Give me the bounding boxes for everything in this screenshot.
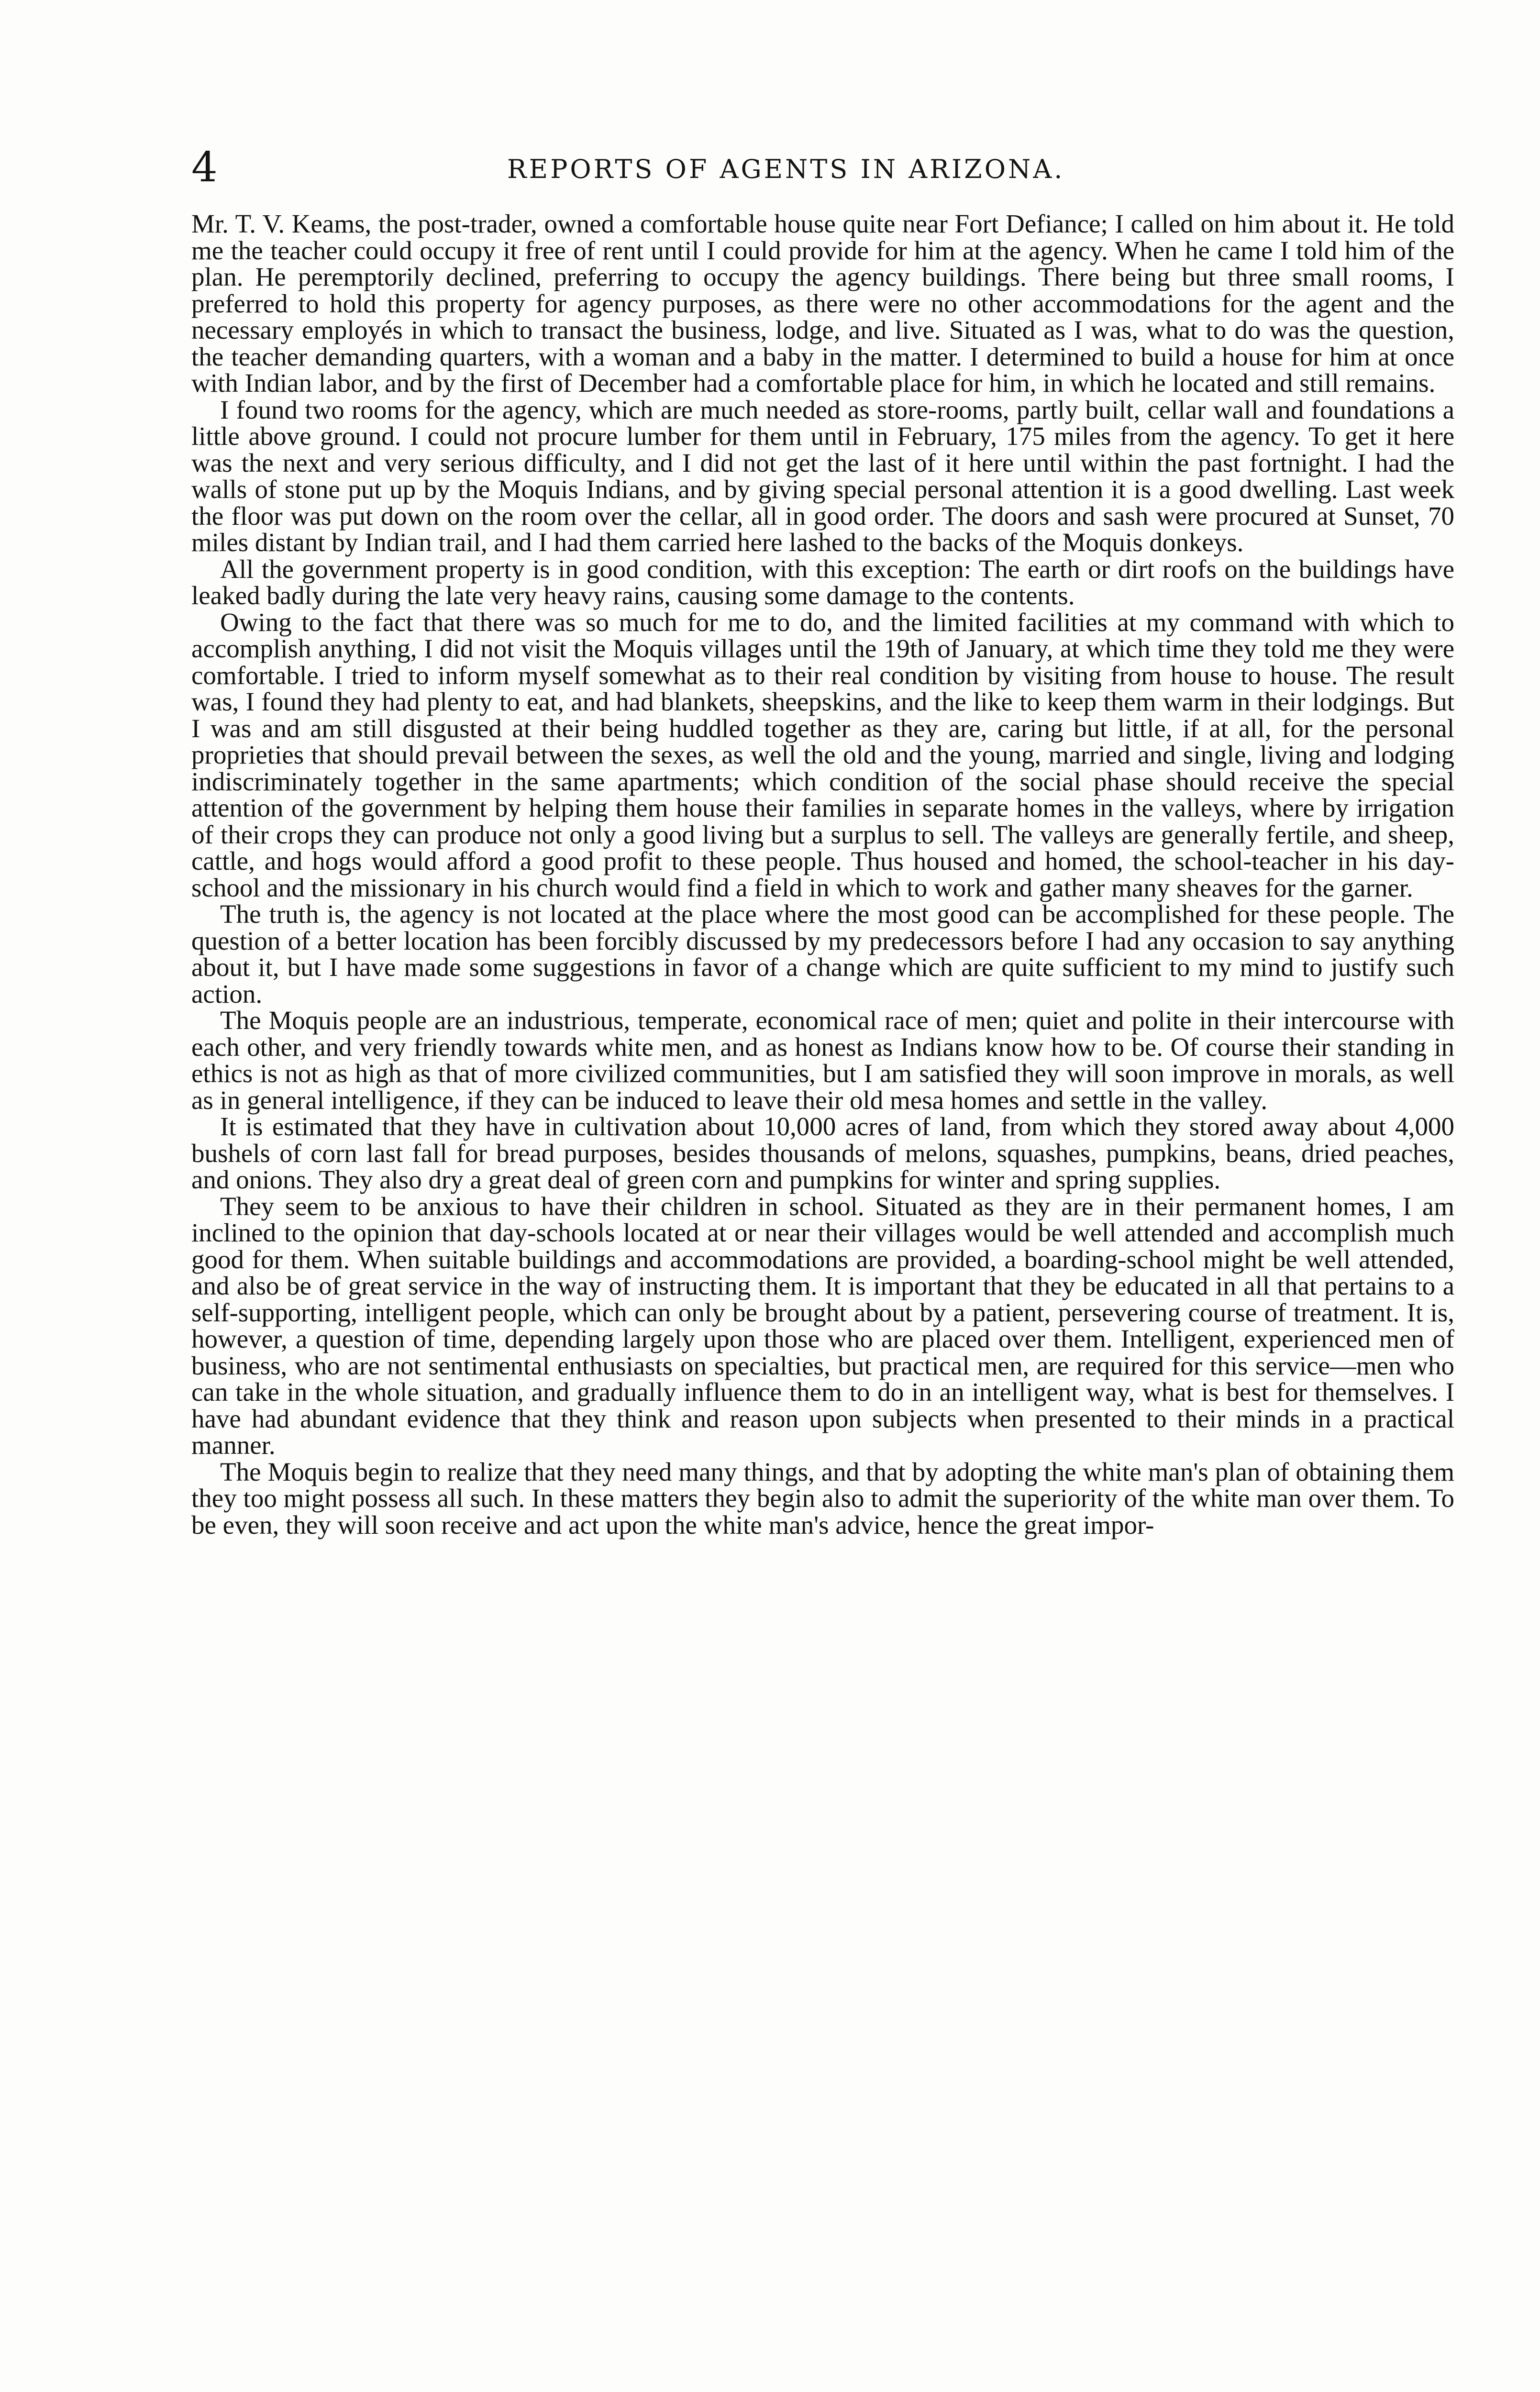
- paragraph: They seem to be anxious to have their children in school. Situated as they are in their permanent homes, I am inclined to the opinion that day-schools located at or near their villages would be well attended and accomplish much good for them. When suitable buildings and accommodations are provided, a boarding-school might be well attended, and also be of great service in the way of instructing them. It is important that they be educated in all that pertains to a self-supporting, intelligent people, which can only be brought about by a patient, persevering course of treatment. It is, however, a question of time, depending largely upon those who are placed over them. Intelligent, experienced men of business, who are not sentimental enthusiasts on specialties, but practical men, are required for this service—men who can take in the whole situation, and gradually influence them to do in an intelligent way, what is best for themselves. I have had abundant evidence that they think and reason upon subjects when presented to their minds in a practical manner.: [191, 1191, 1454, 1460]
- paragraph: Owing to the fact that there was so much for me to do, and the limited facilities at my command with which to accomplish anything, I did not visit the Moquis villages until the 19th of January, at which time they told me they were comfortable. I tried to inform myself somewhat as to their real condition by visiting from house to house. The result was, I found they had plenty to eat, and had blankets, sheepskins, and the like to keep them warm in their lodgings. But I was and am still disgusted at their being huddled together as they are, caring but little, if at all, for the personal proprieties that should prevail between the sexes, as well the old and the young, married and single, living and lodging indiscriminately together in the same apartments; which condition of the social phase should receive the special attention of the government by helping them house their families in separate homes in the valleys, where by irrigation of their crops they can produce not only a good living but a surplus to sell. The valleys are generally fertile, and sheep, cattle, and hogs would afford a good profit to these people. Thus housed and homed, the school-teacher in his day-school and the missionary in his church would find a field in which to work and gather many sheaves for the garner.: [191, 607, 1454, 902]
- paragraph: Mr. T. V. Keams, the post-trader, owned a comfortable house quite near Fort Defiance; I called on him about it. He told me the teacher could occupy it free of rent until I could provide for him at the agency. When he came I told him of the plan. He peremptorily declined, preferring to occupy the agency buildings. There being but three small rooms, I preferred to hold this property for agency purposes, as there were no other accommodations for the agent and the necessary employés in which to transact the business, lodge, and live. Situated as I was, what to do was the question, the teacher demanding quarters, with a woman and a baby in the matter. I determined to build a house for him at once with Indian labor, and by the first of December had a comfortable place for him, in which he located and still remains.: [191, 209, 1454, 398]
- paragraph: The Moquis people are an industrious, temperate, economical race of men; quiet and polite in their intercourse with each other, and very friendly towards white men, and as honest as Indians know how to be. Of course their standing in ethics is not as high as that of more civilized communities, but I am satisfied they will soon improve in morals, as well as in general intelligence, if they can be induced to leave their old mesa homes and settle in the valley.: [191, 1006, 1454, 1115]
- running-head: REPORTS OF AGENTS IN ARIZONA.: [507, 154, 1065, 184]
- paragraph: I found two rooms for the agency, which are much needed as store-rooms, partly built, cellar wall and foundations a little above ground. I could not procure lumber for them until in February, 175 miles from the agency. To get it here was the next and very serious difficulty, and I did not get the last of it here until within the past fortnight. I had the walls of stone put up by the Moquis Indians, and by giving special personal attention it is a good dwelling. Last week the floor was put down on the room over the cellar, all in good order. The doors and sash were procured at Sunset, 70 miles distant by Indian trail, and I had them carried here lashed to the backs of the Moquis donkeys.: [191, 395, 1454, 557]
- page-header: [191, 144, 1459, 201]
- paragraph: The truth is, the agency is not located at the place where the most good can be accomplished for these people. The question of a better location has been forcibly discussed by my predecessors before I had any occasion to say anything about it, but I have made some suggestions in favor of a change which are quite sufficient to my mind to justify such action.: [191, 899, 1454, 1008]
- paragraph: The Moquis begin to realize that they need many things, and that by adopting the white man's plan of obtaining them they too might possess all such. In these matters they begin also to admit the superiority of the white man over them. To be even, they will soon receive and act upon the white man's advice, hence the great impor-: [191, 1457, 1454, 1539]
- paragraph: It is estimated that they have in cultivation about 10,000 acres of land, from which they stored away about 4,000 bushels of corn last fall for bread purposes, besides thousands of melons, squashes, pumpkins, beans, dried peaches, and onions. They also dry a great deal of green corn and pumpkins for winter and spring supplies.: [191, 1112, 1454, 1194]
- paragraph: All the government property is in good condition, with this exception: The earth or dirt roofs on the buildings have leaked badly during the late very heavy rains, causing some damage to the contents.: [191, 554, 1454, 610]
- body-text: [191, 210, 1454, 1538]
- page-number: 4: [191, 144, 218, 191]
